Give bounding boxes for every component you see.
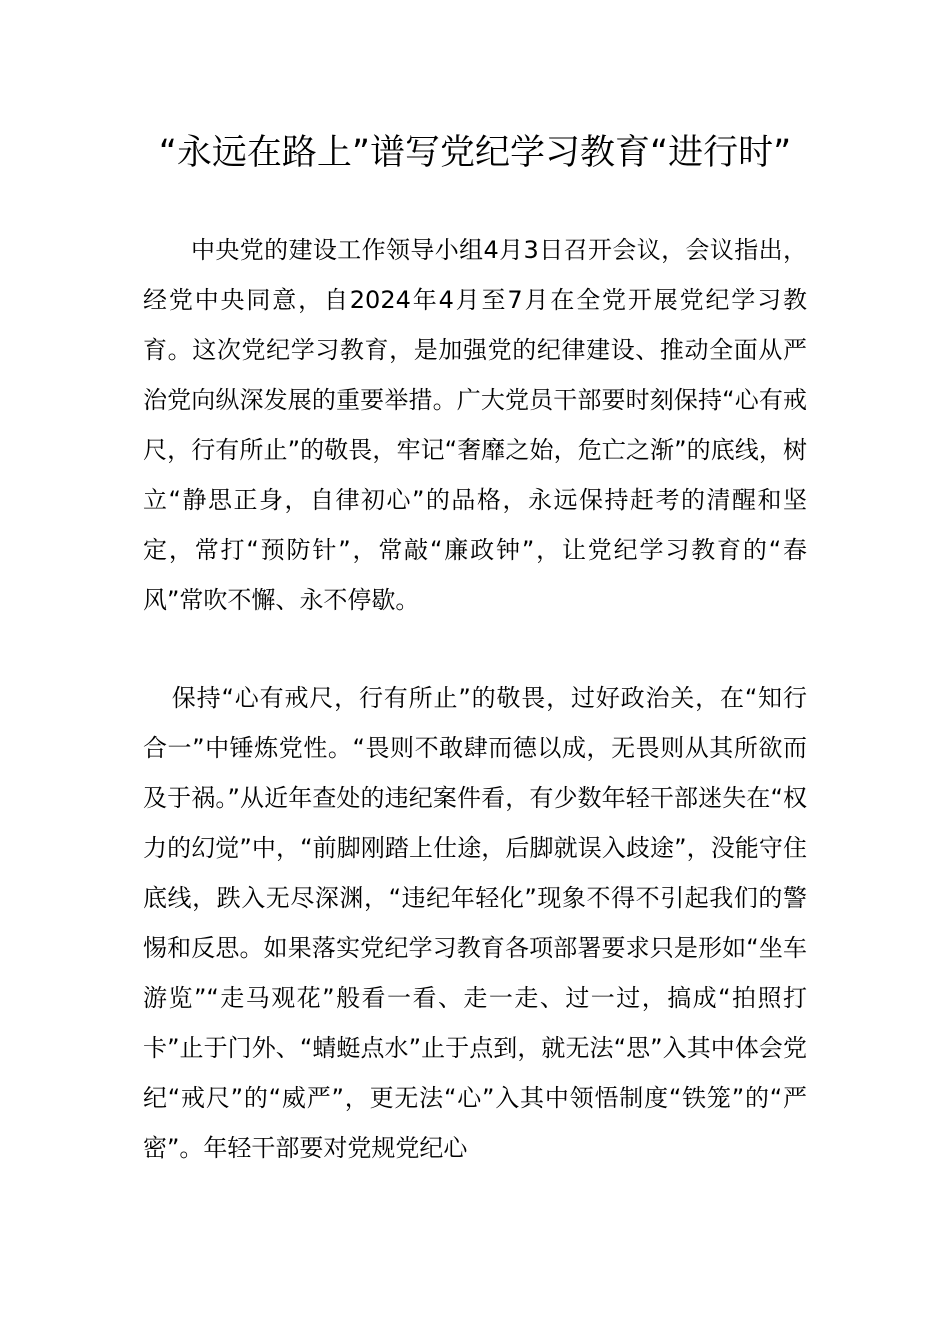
body-paragraph: 保持“心有戒尺，行有所止”的敬畏，过好政治关，在“知行合一”中锤炼党性。“畏则不敢肆而德以成，无畏则从其所欲而及于祸。”从近年查处的违纪案件看，有少数年轻干部迷失在“权力的幻觉”中，“前脚刚踏上仕途，后脚就误入歧途”，没能守住底线，跌入无尽深渊，“违纪年轻化”现象不得不引起我们的警惕和反思。如果落实党纪学习教育各项部署要求只是形如“坐车游览”“走马观花”般看一看、走一走、过一过，搞成“拍照打卡”止于门外、“蜻蜓点水”止于点到，就无法“思”入其中体会党纪“戒尺”的“威严”，更无法“心”入其中领悟制度“铁笼”的“严密”。年轻干部要对党规党纪心 xyxy=(143,684,807,1162)
document-title: “永远在路上”谱写党纪学习教育“进行时” xyxy=(158,133,792,173)
body-paragraph: 中央党的建设工作领导小组4月3日召开会议，会议指出，经党中央同意，自2024年4月至7月在全党开展党纪学习教育。这次党纪学习教育，是加强党的纪律建设、推动全面从严治党向纵深发展的重要举措。广大党员干部要时刻保持“心有戒尺，行有所止”的敬畏，牢记“奢靡之始，危亡之渐”的底线，树立“静思正身，自律初心”的品格，永远保持赶考的清醒和坚定，常打“预防针”，常敲“廉政钟”，让党纪学习教育的“春风”常吹不懈、永不停歇。 xyxy=(143,236,807,614)
